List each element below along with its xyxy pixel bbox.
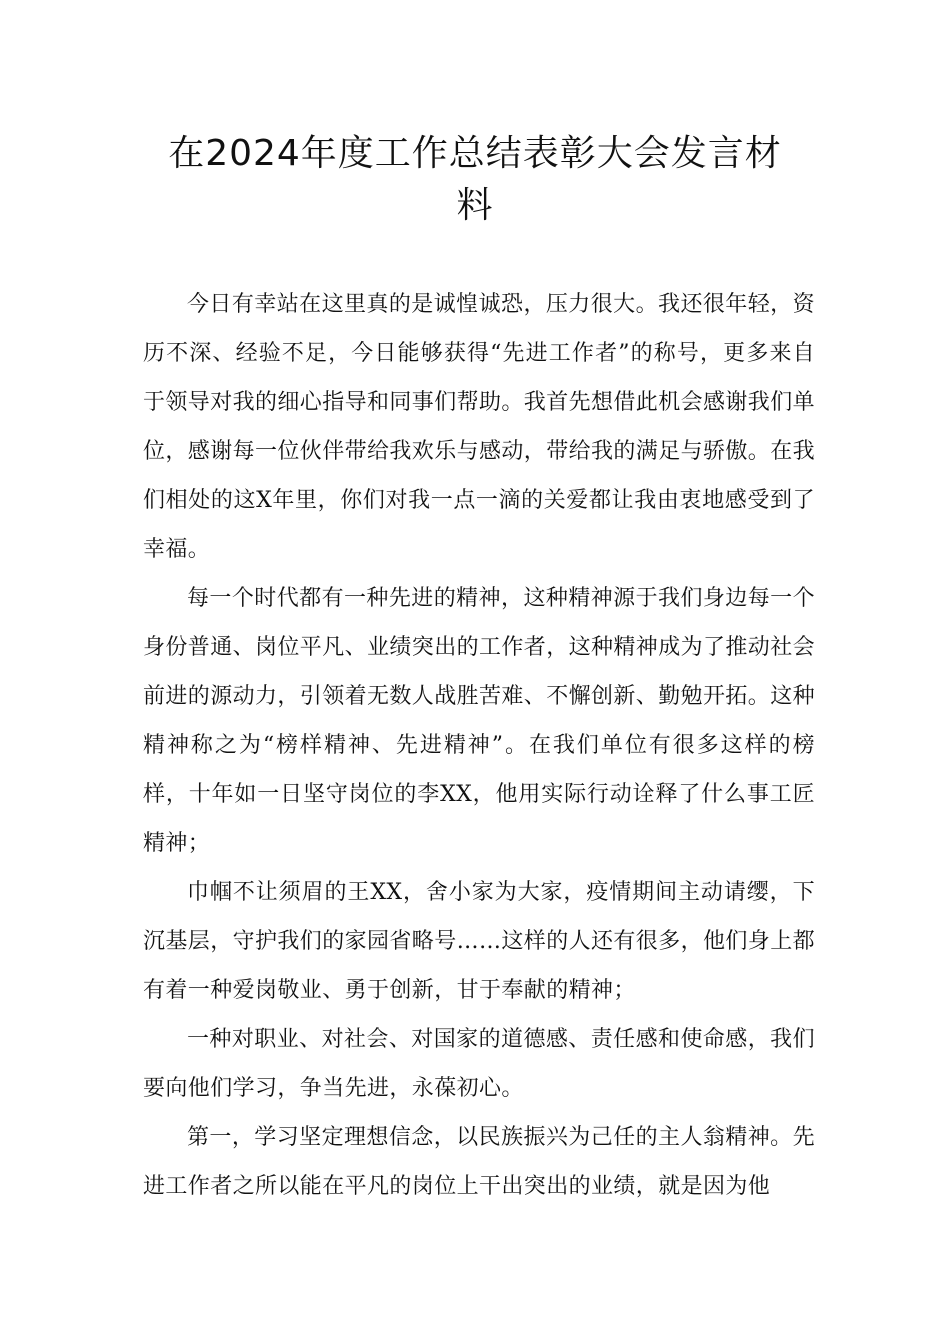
document-body (143, 280, 815, 1211)
paragraph: 每一个时代都有一种先进的精神，这种精神源于我们身边每一个身份普通、岗位平凡、业绩突出的工作者，这种精神成为了推动社会前进的源动力，引领着无数人战胜苦难、不懈创新、勤勉开拓。这种精神称之为“榜样精神、先进精神”。在我们单位有很多这样的榜样，十年如一日坚守岗位的李XX，他用实际行动诠释了什么事工匠精神； (143, 586, 816, 856)
paragraph: 巾帼不让须眉的王XX，舍小家为大家，疫情期间主动请缨，下沉基层，守护我们的家园省略号……这样的人还有很多，他们身上都有着一种爱岗敬业、勇于创新，甘于奉献的精神； (143, 880, 816, 1003)
paragraph: 第一，学习坚定理想信念，以民族振兴为己任的主人翁精神。先进工作者之所以能在平凡的岗位上干出突出的业绩，就是因为他 (143, 1125, 815, 1199)
paragraph: 一种对职业、对社会、对国家的道德感、责任感和使命感，我们要向他们学习，争当先进，永葆初心。 (143, 1027, 815, 1101)
paragraph: 今日有幸站在这里真的是诚惶诚恐，压力很大。我还很年轻，资历不深、经验不足，今日能够获得“先进工作者”的称号，更多来自于领导对我的细心指导和同事们帮助。我首先想借此机会感谢我们单位，感谢每一位伙伴带给我欢乐与感动，带给我的满足与骄傲。在我们相处的这X年里，你们对我一点一滴的关爱都让我由衷地感受到了幸福。 (143, 292, 816, 562)
document-title: 在2024年度工作总结表彰大会发言材料 (168, 133, 782, 226)
